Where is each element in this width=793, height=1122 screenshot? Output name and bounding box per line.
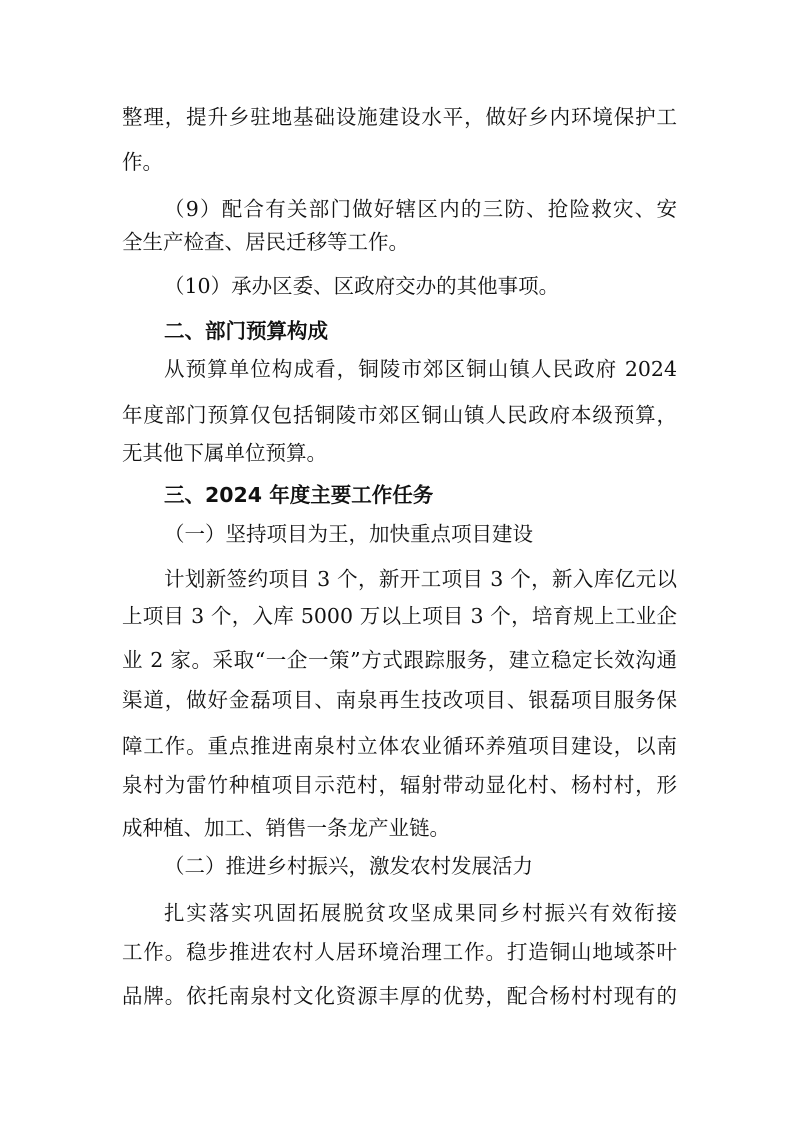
list-item-9-line: （9）配合有关部门做好辖区内的三防、抢险救灾、安: [164, 197, 677, 221]
paragraph-line: 计划新签约项目 3 个，新开工项目 3 个，新入库亿元以: [164, 567, 677, 591]
list-item-10: （10）承办区委、区政府交办的其他事项。: [164, 274, 560, 298]
section-heading-budget-composition: 二、部门预算构成: [164, 319, 328, 343]
paragraph-line: 品牌。依托南泉村文化资源丰厚的优势，配合杨村村现有的: [122, 984, 677, 1008]
paragraph-line: 成种植、加工、销售一条龙产业链。: [122, 816, 450, 840]
paragraph-line: 整理，提升乡驻地基础设施建设水平，做好乡内环境保护工: [122, 105, 677, 129]
paragraph-line: 扎实落实巩固拓展脱贫攻坚成果同乡村振兴有效衔接: [164, 901, 677, 925]
paragraph-line: 上项目 3 个，入库 5000 万以上项目 3 个，培育规上工业企: [122, 604, 677, 628]
paragraph-line: 作。: [122, 150, 163, 174]
paragraph-line: 无其他下属单位预算。: [122, 441, 327, 465]
paragraph-line: 业 2 家。采取“一企一策”方式跟踪服务，建立稳定长效沟通: [122, 648, 677, 672]
list-item-9-line: 全生产检查、居民迁移等工作。: [122, 230, 409, 254]
paragraph-line: 障工作。重点推进南泉村立体农业循环养殖项目建设，以南: [122, 734, 677, 758]
paragraph-line: 从预算单位构成看，铜陵市郊区铜山镇人民政府 2024: [164, 357, 677, 381]
paragraph-line: 工作。稳步推进农村人居环境治理工作。打造铜山地域茶叶: [122, 940, 677, 964]
paragraph-line: 泉村为雷竹种植项目示范村，辐射带动显化村、杨村村，形: [122, 773, 677, 797]
subsection-heading-projects: （一）坚持项目为王，加快重点项目建设: [164, 522, 533, 546]
paragraph-line: 年度部门预算仅包括铜陵市郊区铜山镇人民政府本级预算，: [122, 403, 677, 427]
section-heading-main-tasks: 三、2024 年度主要工作任务: [164, 483, 434, 507]
paragraph-line: 渠道，做好金磊项目、南泉再生技改项目、银磊项目服务保: [122, 688, 677, 712]
subsection-heading-rural-revitalization: （二）推进乡村振兴，激发农村发展活力: [164, 854, 533, 878]
